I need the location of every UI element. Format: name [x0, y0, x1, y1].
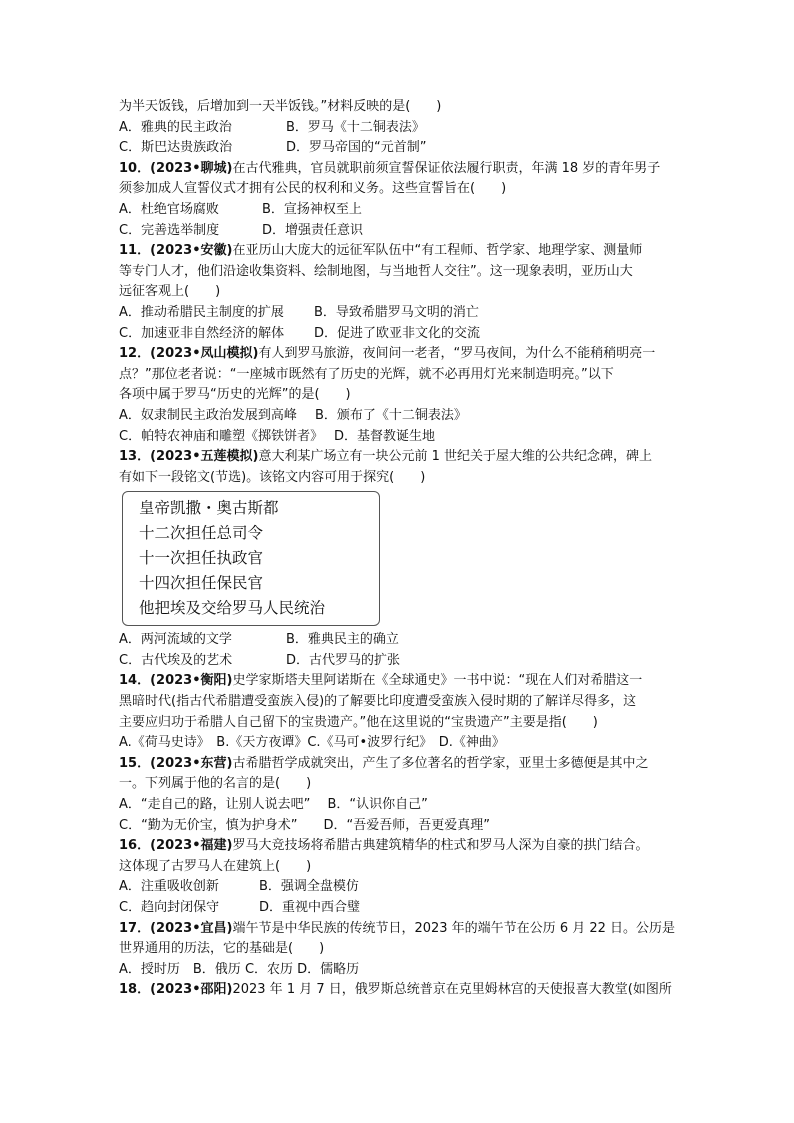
q12-option-a[interactable]: A．奴隶制民主政治发展到高峰: [119, 407, 297, 423]
q11-option-a[interactable]: A．推动希腊民主制度的扩展: [119, 304, 284, 320]
q10-stem-text: 在古代雅典，官员就职前须宣誓保证依法履行职责，年满 18 岁的青年男子: [232, 160, 661, 176]
q9-option-b[interactable]: B．罗马《十二铜表法》: [286, 119, 425, 135]
q11-option-d[interactable]: D．促进了欧亚非文化的交流: [314, 325, 481, 341]
q15-stem-line-1: [119, 754, 679, 775]
q13-options-row-2: [119, 651, 679, 672]
inscription-line: 他把埃及交给罗马人民统治: [139, 599, 326, 618]
q11-option-b[interactable]: B．导致希腊罗马文明的消亡: [314, 304, 479, 320]
inscription-line: 十一次担任执政官: [139, 549, 264, 568]
q15-options-row-1[interactable]: A．“走自己的路，让别人说去吧” B．“认识你自己”: [119, 797, 428, 813]
q14-stem-text: 史学家斯塔夫里阿诺斯在《全球通史》一书中说：“现在人们对希腊这一: [232, 673, 643, 689]
q16-option-b[interactable]: B．强调全盘模仿: [259, 879, 359, 895]
q16-source: 16．(2023•福建): [119, 838, 233, 854]
q13-stem-line-2: 有如下一段铭文(节选)。该铭文内容可用于探究( ): [119, 469, 426, 485]
q9-option-c[interactable]: C．斯巴达贵族政治: [119, 140, 233, 156]
q12-option-b[interactable]: B．颁布了《十二铜表法》: [315, 407, 467, 423]
q12-stem-line-3: 各项中属于罗马“历史的光辉”的是( ): [119, 387, 351, 403]
q16-stem-text: 罗马大竞技场将希腊古典建筑精华的柱式和罗马人深为自豪的拱门结合。: [232, 838, 649, 854]
q18-stem-line-1: [119, 980, 679, 1001]
q13-source: 13．(2023•五莲模拟): [119, 449, 259, 465]
q10-source: 10．(2023•聊城): [119, 160, 233, 176]
q18-stem-text: 2023 年 1 月 7 日，俄罗斯总统普京在克里姆林宫的天使报喜大教堂(如图所: [232, 982, 672, 998]
q17-options[interactable]: A．授时历 B．俄历 C．农历 D．儒略历: [119, 961, 360, 977]
q9-option-d[interactable]: D．罗马帝国的“元首制”: [286, 140, 427, 156]
q13-stem-text: 意大利某广场立有一块公元前 1 世纪关于屋大维的公共纪念碑，碑上: [258, 449, 653, 465]
q10-stem-line-1: [119, 159, 679, 180]
q10-option-a[interactable]: A．杜绝官场腐败: [119, 201, 219, 217]
q10-options-row-2: [119, 221, 679, 242]
q14-stem-line-1: [119, 671, 679, 692]
q13-options-row-1: [119, 630, 679, 651]
q10-option-d[interactable]: D．增强责任意识: [262, 222, 364, 238]
q15-source: 15．(2023•东营): [119, 755, 233, 771]
q12-option-d[interactable]: D．基督教诞生地: [334, 428, 436, 444]
q13-stem-line-1: [119, 447, 679, 468]
q9-option-a[interactable]: A．雅典的民主政治: [119, 119, 232, 135]
inscription-box: [122, 491, 380, 626]
q9-stem-continuation: 为半天饭钱，后增加到一天半饭钱。”材料反映的是( ): [119, 99, 442, 114]
q10-option-b[interactable]: B．宣扬神权至上: [262, 201, 362, 217]
q18-source: 18．(2023•邵阳): [119, 982, 233, 998]
q10-stem-line-2: 须参加成人宣誓仪式才拥有公民的权利和义务。这些宣誓旨在( ): [119, 181, 507, 197]
q10-options-row-1: [119, 200, 679, 221]
q11-stem-line-2: 等专门人才，他们沿途收集资料、绘制地图，与当地哲人交往”。这一现象表明，亚历山大: [119, 263, 633, 279]
q13-option-c[interactable]: C．古代埃及的艺术: [119, 652, 233, 668]
q12-stem-line-1: [119, 344, 679, 365]
q16-option-c[interactable]: C．趋向封闭保守: [119, 900, 220, 915]
q11-stem-text: 在亚历山大庞大的远征军队伍中“有工程师、哲学家、地理学家、测量师: [232, 243, 643, 259]
q16-options-row-1: [119, 877, 679, 898]
q14-stem-line-3: 主要应归功于希腊人自己留下的宝贵遗产。”他在这里说的“宝贵遗产”主要是指( ): [119, 714, 598, 730]
q16-stem-line-2: 这体现了古罗马人在建筑上( ): [119, 858, 312, 874]
q12-stem-line-2: 点？”那位老者说：“一座城市既然有了历史的光辉，就不必再用灯光来制造明亮。”以下: [119, 366, 614, 382]
q13-option-d[interactable]: D．古代罗马的扩张: [286, 652, 401, 668]
q11-options-row-2: [119, 324, 679, 345]
q15-stem-line-2: 一。下列属于他的名言的是( ): [119, 776, 312, 792]
q15-stem-text: 古希腊哲学成就突出，产生了多位著名的哲学家，亚里士多德便是其中之: [232, 755, 649, 771]
q15-options-row-2[interactable]: C．“勤为无价宝，慎为护身术” D．“吾爱吾师，吾更爱真理”: [119, 817, 491, 833]
q17-stem-line-1: [119, 919, 679, 940]
inscription-line: 十四次担任保民官: [139, 574, 264, 593]
q12-options-row-1: [119, 406, 679, 427]
q16-option-a[interactable]: A．注重吸收创新: [119, 879, 219, 895]
q11-stem-line-3: 远征客观上( ): [119, 284, 221, 300]
inscription-line: 十二次担任总司令: [139, 524, 264, 543]
inscription-line: 皇帝凯撒・奥古斯都: [139, 499, 279, 518]
q14-stem-line-2: 黑暗时代(指古代希腊遭受蛮族入侵)的了解要比印度遭受蛮族入侵时期的了解详尽得多，这: [119, 694, 637, 710]
q11-option-c[interactable]: C．加速亚非自然经济的解体: [119, 325, 285, 341]
q9-options-row-2: [119, 138, 679, 159]
q11-stem-line-1: [119, 241, 679, 262]
q11-source: 11．(2023•安徽): [119, 243, 233, 259]
q11-options-row-1: [119, 303, 679, 324]
q14-source: 14．(2023•衡阳): [119, 673, 233, 689]
q9-options-row-1: [119, 118, 679, 139]
q17-source: 17．(2023•宜昌): [119, 920, 233, 936]
q16-option-d[interactable]: D．重视中西合璧: [259, 900, 361, 915]
document-page: [119, 97, 679, 1001]
q12-option-c[interactable]: C．帕特农神庙和雕塑《掷铁饼者》: [119, 428, 324, 444]
q17-stem-text: 端午节是中华民族的传统节日，2023 年的端午节在公历 6 月 22 日。公历是: [232, 920, 676, 936]
q16-stem-line-1: [119, 836, 679, 857]
q13-option-b[interactable]: B．雅典民主的确立: [286, 632, 399, 648]
q17-stem-line-2: 世界通用的历法，它的基础是( ): [119, 941, 325, 957]
q12-source: 12．(2023•凤山模拟): [119, 346, 259, 362]
q12-stem-text: 有人到罗马旅游，夜间问一老者，“罗马夜间，为什么不能稍稍明亮一: [258, 346, 656, 362]
q16-options-row-2: [119, 898, 679, 919]
q12-options-row-2: [119, 427, 679, 448]
q10-option-c[interactable]: C．完善选举制度: [119, 222, 220, 238]
q13-option-a[interactable]: A．两河流域的文学: [119, 632, 232, 648]
q14-options[interactable]: A.《荷马史诗》 B.《天方夜谭》C.《马可•波罗行纪》 D.《神曲》: [119, 735, 505, 751]
